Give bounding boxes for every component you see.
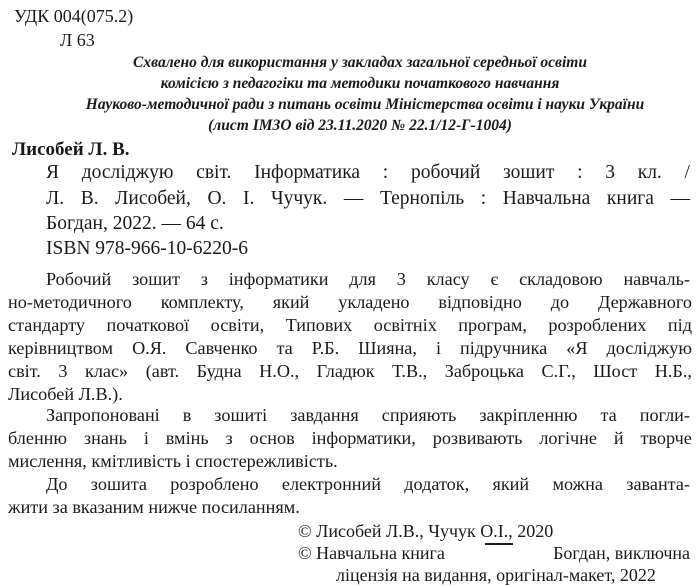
word: І. xyxy=(242,188,255,209)
word: розвивають xyxy=(432,428,523,448)
word: додаток, xyxy=(404,474,470,494)
word: зошит xyxy=(503,162,555,183)
word: укладено xyxy=(338,292,410,312)
word: До xyxy=(46,474,68,494)
word: Будна xyxy=(196,361,242,381)
word: який xyxy=(272,292,310,312)
word: Л. xyxy=(46,188,65,209)
word: інформатики xyxy=(228,269,329,289)
copyright-license: ліцензія на видання, оригінал-макет, 2022 xyxy=(336,565,656,585)
word: — xyxy=(670,188,690,209)
word: О.Я. xyxy=(132,338,167,358)
word: но-методичного xyxy=(8,292,132,312)
abstract-p1-line-3 xyxy=(8,315,692,336)
word: Савченко xyxy=(185,338,258,358)
word: підручника xyxy=(460,338,548,358)
word: класу xyxy=(426,269,470,289)
word: бленню xyxy=(8,428,68,448)
copyright-authors: © Лисобей Л.В., Чучук О.І., 2020 xyxy=(298,521,554,541)
abstract-p3-line-2: жити за вказаним нижче посиланням. xyxy=(8,497,300,517)
bibliographic-line-1 xyxy=(46,162,690,184)
word: з xyxy=(225,428,233,448)
word: зошит xyxy=(132,269,180,289)
word: світ. xyxy=(196,162,232,183)
word: розроблених xyxy=(548,315,647,335)
isbn: ISBN 978-966-10-6220-6 xyxy=(46,238,249,259)
word: можна xyxy=(552,474,603,494)
word: 3 xyxy=(58,361,68,381)
abstract-p3-line-1 xyxy=(46,474,690,495)
word: 3 xyxy=(605,162,615,183)
word: Шост xyxy=(593,361,638,381)
word: та xyxy=(276,338,293,358)
abstract-p1-line-6: Лисобей Л.В.). xyxy=(8,384,123,404)
word: С.Г., xyxy=(541,361,576,381)
word: складовою xyxy=(519,269,603,289)
word: погли- xyxy=(639,405,690,425)
word: з xyxy=(200,269,208,289)
bibliographic-line-2 xyxy=(46,188,690,210)
word: сприяють xyxy=(381,405,457,425)
word: Н.Б., xyxy=(654,361,692,381)
word: кл. xyxy=(637,162,662,183)
word: Р.Б. xyxy=(311,338,340,358)
word: програм, xyxy=(458,315,527,335)
word: Тернопіль xyxy=(379,188,465,209)
word: комплекту, xyxy=(160,292,244,312)
abstract-p2-line-1 xyxy=(46,405,690,426)
word: Шияна, xyxy=(358,338,417,358)
word: який xyxy=(492,474,530,494)
word: електронний xyxy=(281,474,381,494)
word: : xyxy=(480,188,487,209)
author-mark: Л 63 xyxy=(60,30,95,50)
word: зошита xyxy=(90,474,147,494)
word: 3 xyxy=(396,269,406,289)
word: книга xyxy=(606,188,654,209)
word: в xyxy=(182,405,192,425)
copyright-publisher xyxy=(298,543,690,564)
word: світ. xyxy=(8,361,41,381)
copyright-publisher-start: © Навчальна книга xyxy=(298,543,445,563)
word: розроблено xyxy=(170,474,259,494)
word: досліджую xyxy=(606,338,692,358)
word: творче xyxy=(640,428,692,448)
word: освіти, xyxy=(210,315,265,335)
word: основ xyxy=(249,428,295,448)
word: «Я xyxy=(566,338,588,358)
word: Навчальна xyxy=(502,188,591,209)
word: зошиті xyxy=(214,405,268,425)
word: Н.О., xyxy=(259,361,300,381)
word: клас» xyxy=(85,361,129,381)
word: Я xyxy=(46,162,60,183)
word: керівництвом xyxy=(8,338,114,358)
word: освітніх xyxy=(373,315,437,335)
word: завдання xyxy=(290,405,359,425)
word: до xyxy=(550,292,570,312)
word: Інформатика xyxy=(254,162,361,183)
approval-line-3: Науково-методичної ради з питань освіти Міністерства освіти і науки України xyxy=(85,96,645,113)
udk-code: УДК 004(075.2) xyxy=(14,6,134,26)
abstract-p1-line-5 xyxy=(8,361,692,382)
abstract-p2-line-2 xyxy=(8,428,692,449)
word: закріпленню xyxy=(479,405,578,425)
word: робочий xyxy=(410,162,481,183)
word: логічне xyxy=(539,428,597,448)
word: заванта- xyxy=(626,474,690,494)
word: Державного xyxy=(597,292,692,312)
word: інформатики, xyxy=(311,428,416,448)
word: Лисобей, xyxy=(115,188,191,209)
bibliographic-line-3: Богдан, 2022. — 64 с. xyxy=(46,213,224,234)
word: О. xyxy=(207,188,227,209)
approval-line-2: комісією з педагогіки та методики початкового навчання xyxy=(160,75,560,92)
word: Заброцька xyxy=(444,361,524,381)
word: — xyxy=(343,188,364,209)
word: знань xyxy=(83,428,127,448)
word: Робочий xyxy=(46,269,112,289)
approval-line-1: Схвалено для використання у закладах загальної середньої освіти xyxy=(133,54,587,71)
word: досліджую xyxy=(81,162,174,183)
abstract-p2-line-3: мислення, кмітливість і спостережливість. xyxy=(8,451,338,471)
word: навчаль- xyxy=(623,269,690,289)
word: (авт. xyxy=(145,361,180,381)
word: є xyxy=(490,269,499,289)
word: Чучук. xyxy=(270,188,328,209)
dash-divider xyxy=(485,543,513,564)
abstract-p1-line-2 xyxy=(8,292,692,313)
approval-line-4: (лист ІМЗО від 23.11.2020 № 22.1/12-Г-1004) xyxy=(208,117,512,134)
word: відповідно xyxy=(438,292,522,312)
abstract-p1-line-4 xyxy=(8,338,692,359)
word: Гладюк xyxy=(316,361,375,381)
word: Т.В., xyxy=(392,361,428,381)
word: та xyxy=(600,405,617,425)
word: початкової xyxy=(106,315,190,335)
word: В. xyxy=(80,188,99,209)
abstract-p1-line-1 xyxy=(46,269,690,290)
word: під xyxy=(667,315,692,335)
word: і xyxy=(143,428,149,448)
copyright-publisher-end: Богдан, виключна xyxy=(553,543,690,563)
word: для xyxy=(349,269,376,289)
word: Запропоновані xyxy=(46,405,160,425)
word: й xyxy=(613,428,624,448)
word: і xyxy=(435,338,441,358)
word: : xyxy=(382,162,389,183)
word: вмінь xyxy=(165,428,209,448)
word: Типових xyxy=(285,315,353,335)
word: : xyxy=(577,162,583,183)
word: стандарту xyxy=(8,315,86,335)
word: / xyxy=(684,162,690,183)
author-heading: Лисобей Л. В. xyxy=(12,139,130,160)
